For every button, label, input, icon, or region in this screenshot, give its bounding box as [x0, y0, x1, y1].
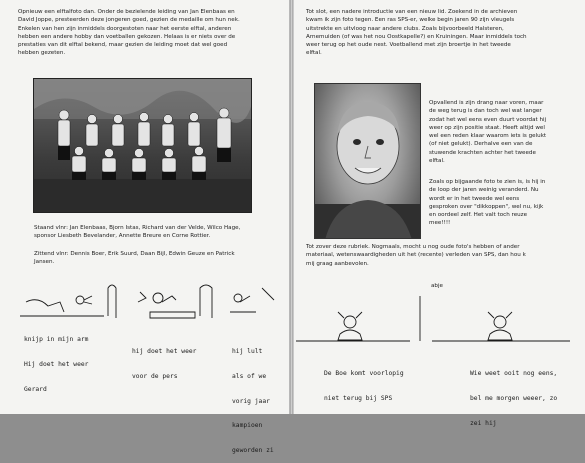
right-comic-caption-2: Wie weet ooit nog eens, bel me morgen weeer, zo zei hij	[470, 370, 558, 427]
right-comic-caption-1: De Boe komt voorlopig niet terug bij SPS	[324, 370, 404, 403]
comic-caption-1: knijp in mijn arm Hij doet het weer Gerard	[24, 336, 89, 393]
right-closing-paragraph: Tot zover deze rubriek. Nogmaals, mocht u nog oude foto's hebben of ander materiaal, wetenswaardigheden uit het (recente) verleden van SPS, dan hou k mij graag aanbevolen.	[306, 244, 526, 267]
sitting-caption: Zittend vlnr: Dennis Boer, Erik Suurd, Daan Bijl, Edwin Geuze en Patrick Jansen.	[34, 251, 235, 266]
standing-caption: Staand vlnr: Jan Elenbaas, Bjorn Istas, Richard van der Velde, Wilco Hage, sponsor Liesbeth Bevelander, Annette Breure en Corne Rottier.	[34, 225, 241, 240]
comic-caption-3: hij lult als of we vorig jaar kampioen geworden zi	[232, 348, 274, 454]
right-side-paragraph-1: Opvallend is zijn drang naar voren, maar de weg terug is dan toch wel wat langer zodat het wel eens even duurt voordat hij weer op zijn positie staat. Heeft altijd wel wel een reden klaar waarom iets is gelukt (of niet gelukt). Derhalve een van de stuwende krachten achter het tweede elftal.	[429, 100, 547, 165]
comic-caption-2: hij doet het weer voor de pers	[132, 348, 197, 381]
right-side-paragraph-2: Zoals op bijgaande foto te zien is, is hij in de loop der jaren weinig veranderd. Nu wordt er in het tweede wel eens gesproken over "dikkoppen", wel nu, kijk en oordeel zelf. Het valt toch reuze mee!!!!	[429, 179, 546, 227]
signature: abje	[431, 283, 443, 289]
right-intro-paragraph: Tot slot, een nadere introductie van een nieuw lid. Zoekend in de archieven kwam ik zijn foto tegen. Een ras SPS-er, welke begin jaren 90 zijn vleugels uitstrekte en uitvloog naar andere clubs. Zoals bijvoorbeeld Halsteren, Arnemuiden (of was het nou Oostkapelle?) en Kruiningen. Maar inmiddels toch weer terug op het oude nest. Voetballend met zijn broertje in het tweede elftal.	[306, 9, 527, 57]
left-intro-paragraph: Opnieuw een elftalfoto dan. Onder de bezielende leiding van Jan Elenbaas en David Joppe, presteerden deze jongeren goed, gezien de medaille om hun nek. Enkelen van hen zijn inmiddels doorgestoten naar het eerste elftal, anderen hebben een andere hobby dan voetballen gekozen. Helaas is er niets over de prestaties van dit elftal bekend, maar gezien de leiding moet dat wel goed hebben gezeten.	[18, 9, 240, 57]
